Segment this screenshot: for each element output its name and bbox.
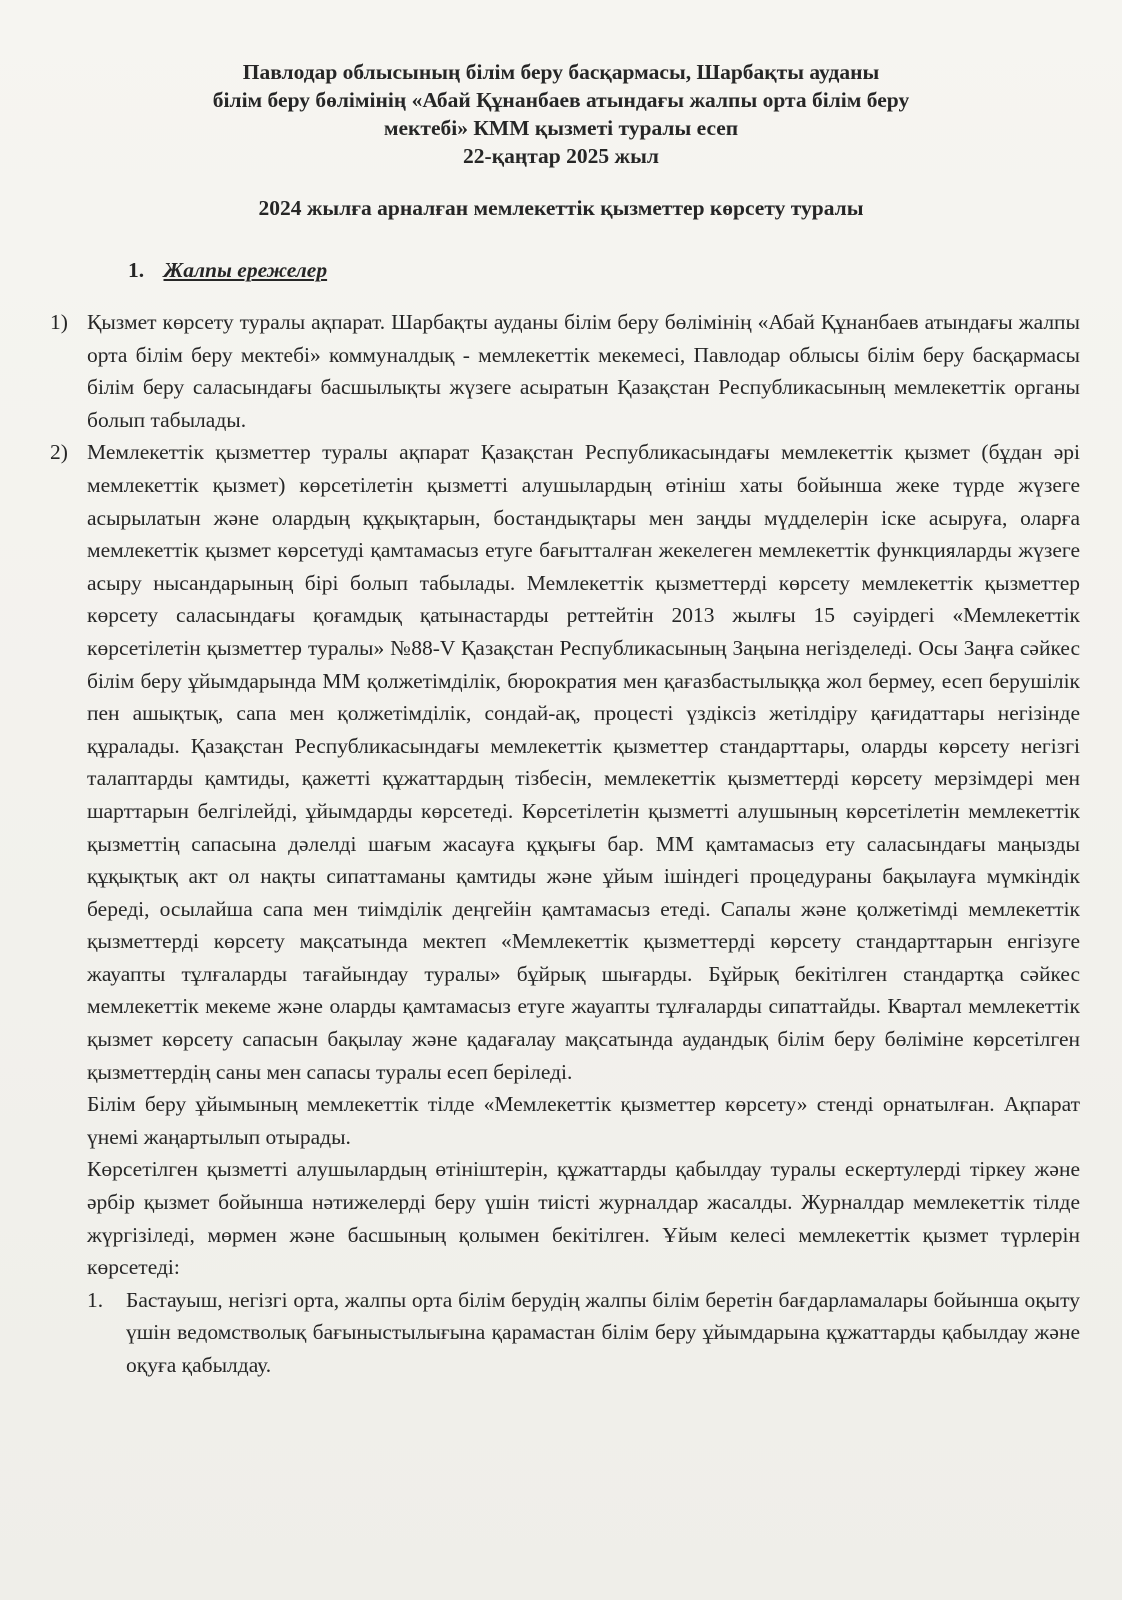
header-line-3: мектебі» КММ қызметі туралы есеп [383, 116, 739, 140]
section-heading [128, 258, 327, 283]
document-body [50, 306, 1080, 1382]
header-line-2: білім беру бөлімінің «Абай Құнанбаев атындағы жалпы орта білім беру [212, 88, 910, 112]
list-item-text: Мемлекеттік қызметтер туралы ақпарат Қазақстан Республикасындағы мемлекеттік қызмет (бұдан әрі мемлекеттік қызмет) көрсетілетін қызметті алушылардың өтініш хаты бойынша жеке түрде жүзеге асырылатын және олардың құқықтарын, бостандықтары мен заңды мүдделерін іске асыруға, оларға мемлекеттік қызмет көрсетуді қамтамасыз етуге бағытталған жекелеген мемлекеттік функцияларды жүзеге асыру нысандарының бірі болып табылады. Мемлекеттік қызметтерді көрсету мемлекеттік қызметтер көрсету саласындағы қоғамдық қатынастарды реттейтін 2013 жылғы 15 сәуірдегі «Мемлекеттік көрсетілетін қызметтер туралы» №88-V Қазақстан Республикасының Заңына негізделеді. Осы Заңға сәйкес білім беру ұйымдарында ММ қолжетімділік, бюрократия мен қағазбастылыққа жол бермеу, есеп берушілік пен ашықтық, сапа мен қолжетімділік, сондай-ақ, процесті үздіксіз жетілдіру қағидаттары негізінде құралады. Қазақстан Республикасындағы мемлекеттік қызметтер стандарттары, оларды көрсету негізгі талаптарды қамтиды, қажетті құжаттардың тізбесін, мемлекеттік қызметтерді көрсету мерзімдері мен шарттарын белгілейді, ұйымдарды көрсетеді. Көрсетілетін қызметті алушының көрсетілетін мемлекеттік қызметтің сапасына дәлелді шағым жасауға құқығы бар. ММ қамтамасыз ету саласындағы маңызды құқықтық акт ол нақты сипаттаманы қамтиды және ұйым ішіндегі процедураны бақылауға мүмкіндік береді, осылайша сапа мен тиімділік деңгейін қамтамасыз етеді. Сапалы және қолжетімді мемлекеттік қызметтерді көрсету мақсатында мектеп «Мемлекеттік қызметтерді көрсету стандарттарын енгізуге жауапты тұлғаларды тағайындау туралы» бұйрық шығарды. Бұйрық бекітілген стандартқа сәйкес мемлекеттік мекеме және оларды қамтамасыз етуге жауапты тұлғаларды сипаттайды. Квартал мемлекеттік қызмет көрсету сапасын бақылау және қадағалау мақсатында аудандық білім беру бөліміне көрсетілген қызметтердің саны мен сапасы туралы есеп беріледі. [87, 440, 1080, 1084]
service-item-marker: 1. [87, 1287, 104, 1312]
section-title-text: Жалпы ережелер [163, 258, 328, 282]
list-item [50, 436, 1080, 1088]
service-list-item [50, 1284, 1080, 1382]
section-number: 1. [128, 258, 145, 282]
report-subheading: 2024 жылға арналған мемлекеттік қызметтер көрсету туралы [258, 196, 864, 220]
list-item-marker: 1) [50, 310, 68, 334]
service-item-text: Бастауыш, негізгі орта, жалпы орта білім берудің жалпы білім беретін бағдарламалары бойынша оқыту үшін ведомстволық бағыныстылығына қарамастан білім беру ұйымдарына құжаттарды қабылдау және оқуға қабылдау. [126, 1287, 1080, 1377]
paragraph-stand: Білім беру ұйымының мемлекеттік тілде «Мемлекеттік қызметтер көрсету» стенді орнатылған. Ақпарат үнемі жаңартылып отырады. [87, 1092, 1080, 1149]
list-item-marker: 2) [50, 440, 68, 465]
paragraph-journals: Көрсетілген қызметті алушылардың өтініштерін, құжаттарды қабылдау туралы ескертулерді тіркеу және әрбір қызмет бойынша нәтижелерді беру үшін тиісті журналдар жасалды. Журналдар мемлекеттік тілде жүргізіледі, мөрмен және басшының қолымен бекітілген. Ұйым келесі мемлекеттік қызмет түрлерін көрсетеді: [87, 1157, 1080, 1280]
report-date: 22-қаңтар 2025 жыл [463, 144, 659, 168]
list-item [50, 306, 1080, 436]
document-header [0, 58, 1122, 170]
header-line-1: Павлодар облысының білім беру басқармасы, Шарбақты ауданы [242, 60, 880, 84]
list-item-text: Қызмет көрсету туралы ақпарат. Шарбақты ауданы білім беру бөлімінің «Абай Құнанбаев атындағы жалпы орта білім беру мектебі» коммуналдық - мемлекеттік мекемесі, Павлодар облысы білім беру басқармасы білім беру саласындағы басшылықты жүзеге асыратын Қазақстан Республикасының мемлекеттік органы болып табылады. [87, 310, 1080, 432]
